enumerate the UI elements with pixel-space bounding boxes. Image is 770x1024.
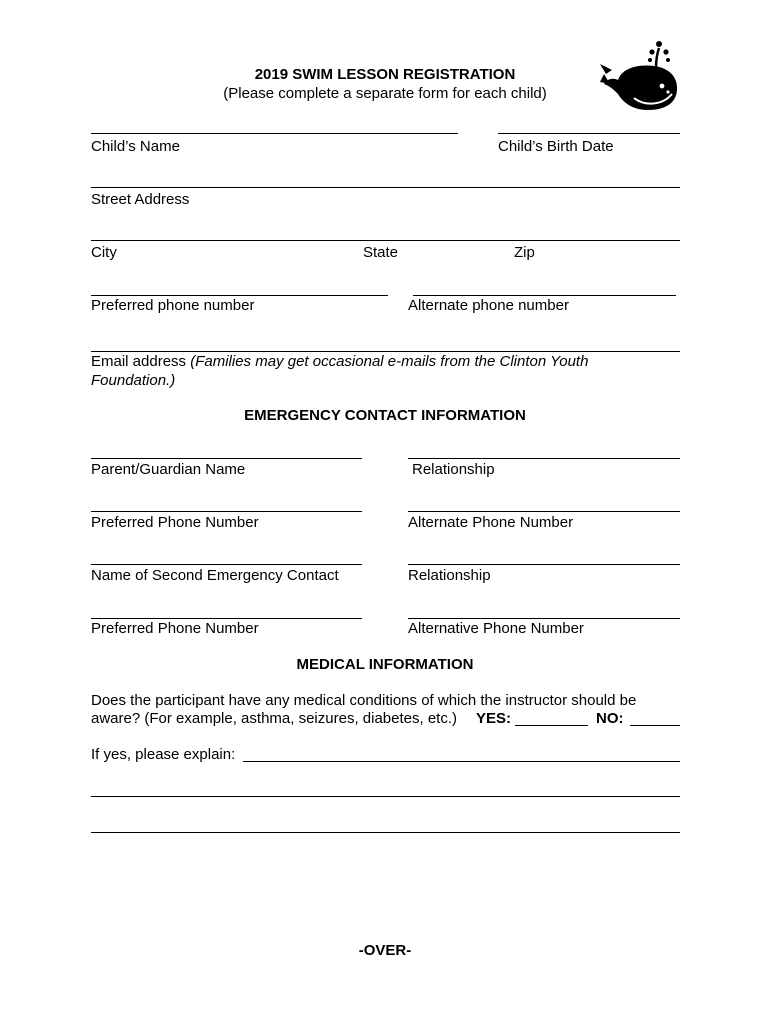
explain-label: If yes, please explain: — [91, 746, 236, 763]
email-line[interactable] — [91, 351, 680, 352]
second-preferred-phone-label: Preferred Phone Number — [91, 620, 259, 637]
relationship2-label: Relationship — [408, 567, 491, 584]
yes-label: YES: — [476, 710, 512, 727]
whale-icon — [598, 38, 682, 114]
relationship-label: Relationship — [412, 461, 495, 478]
child-name-label: Child’s Name — [91, 138, 180, 155]
alternate-phone-label: Alternate phone number — [408, 297, 569, 314]
city-state-zip-line[interactable] — [91, 240, 680, 241]
emergency-preferred-phone-label: Preferred Phone Number — [91, 514, 259, 531]
second-contact-line[interactable] — [91, 564, 362, 565]
guardian-name-line[interactable] — [91, 458, 362, 459]
child-name-line[interactable] — [91, 133, 458, 134]
second-preferred-phone-line[interactable] — [91, 618, 362, 619]
emergency-alternate-phone-label: Alternate Phone Number — [408, 514, 574, 531]
second-alternative-phone-line[interactable] — [408, 618, 680, 619]
preferred-phone-label: Preferred phone number — [91, 297, 255, 314]
over-label: -OVER- — [358, 942, 412, 959]
explain-line-2[interactable] — [91, 796, 680, 797]
relationship-line[interactable] — [408, 458, 680, 459]
medical-heading: MEDICAL INFORMATION — [296, 656, 474, 673]
emergency-alternate-phone-line[interactable] — [408, 511, 680, 512]
explain-line-3[interactable] — [91, 832, 680, 833]
preferred-phone-line[interactable] — [91, 295, 388, 296]
relationship2-line[interactable] — [408, 564, 680, 565]
child-birth-date-label: Child’s Birth Date — [498, 138, 614, 155]
second-contact-label: Name of Second Emergency Contact — [91, 567, 339, 584]
state-label: State — [363, 244, 399, 261]
yes-answer-line[interactable] — [515, 725, 588, 726]
emergency-preferred-phone-line[interactable] — [91, 511, 362, 512]
email-label-line1 — [91, 353, 588, 370]
no-label: NO: — [596, 710, 624, 727]
medical-question-line1: Does the participant have any medical conditions of which the instructor should be — [91, 692, 637, 709]
email-note-continued: Foundation.) — [91, 372, 176, 389]
street-address-line[interactable] — [91, 187, 680, 188]
city-label: City — [91, 244, 117, 261]
second-alternative-phone-label: Alternative Phone Number — [408, 620, 584, 637]
no-answer-line[interactable] — [630, 725, 680, 726]
guardian-name-label: Parent/Guardian Name — [91, 461, 246, 478]
explain-line-1[interactable] — [243, 761, 680, 762]
alternate-phone-line[interactable] — [413, 295, 676, 296]
child-birth-date-line[interactable] — [498, 133, 680, 134]
zip-label: Zip — [514, 244, 535, 261]
form-subtitle: (Please complete a separate form for each child) — [223, 85, 547, 102]
email-label: Email address — [91, 353, 191, 370]
street-address-label: Street Address — [91, 191, 190, 208]
emergency-heading: EMERGENCY CONTACT INFORMATION — [244, 407, 526, 424]
email-note: (Families may get occasional e-mails from the Clinton Youth — [190, 353, 589, 370]
form-title: 2019 SWIM LESSON REGISTRATION — [254, 66, 516, 83]
medical-question-line2: aware? (For example, asthma, seizures, diabetes, etc.) — [91, 710, 457, 727]
